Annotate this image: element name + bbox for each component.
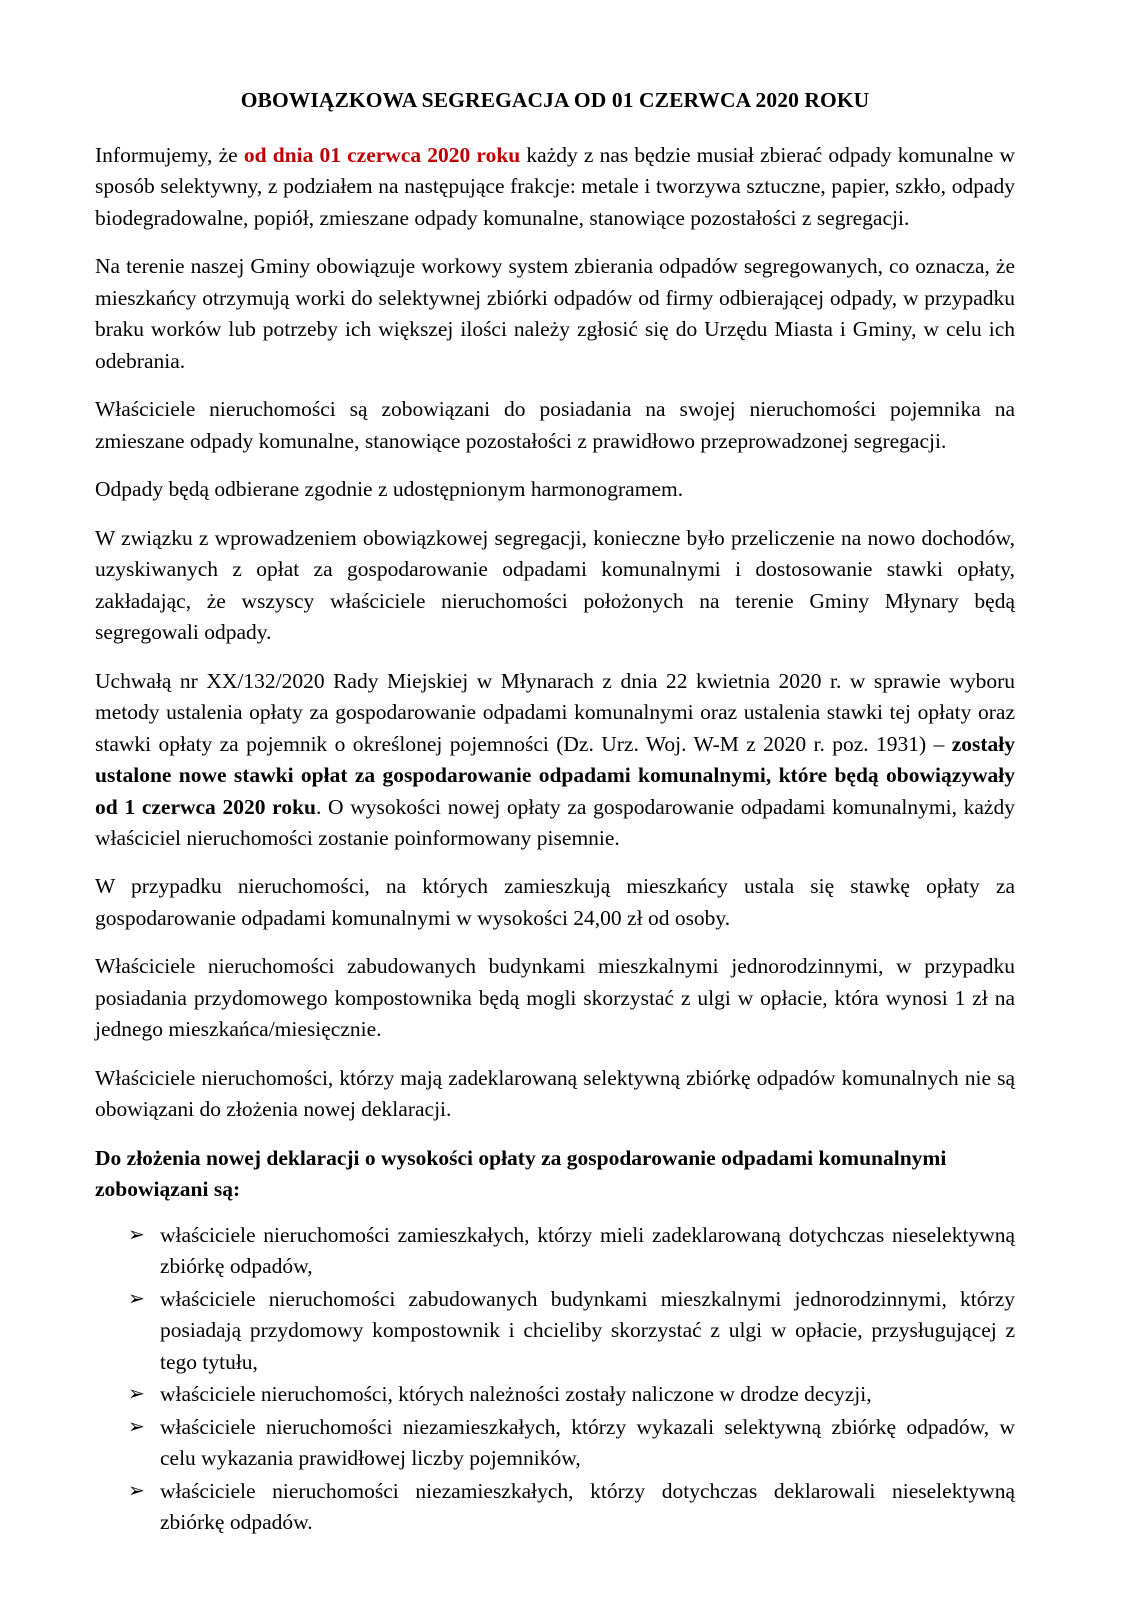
- paragraph-bag-system: Na terenie naszej Gminy obowiązuje workowy system zbierania odpadów segregowanych, co oznacza, że mieszkańcy otrzymują worki do selektywnej zbiórki odpadów od firmy odbierającej odpady, w przypadku braku worków lub potrzeby ich większej ilości należy zgłosić się do Urzędu Miasta i Gminy, w celu ich odebrania.: [95, 254, 1015, 373]
- obligation-list: [95, 1220, 1015, 1539]
- list-item-text: właściciele nieruchomości zabudowanych budynkami mieszkalnymi jednorodzinnymi, którzy posiadają przydomowy kompostownik i chcieliby skorzystać z ulgi w opłacie, przysługującej z tego tytułu,: [160, 1286, 1015, 1374]
- new-rates-emphasis: zostały ustalone nowe stawki opłat za gospodarowanie odpadami komunalnymi, które będą obowiązywały od 1 czerwca 2020 roku: [95, 731, 1015, 819]
- arrow-bullet-icon: ➢: [128, 1285, 145, 1310]
- list-item: [95, 1412, 1015, 1475]
- paragraph-resolution: [95, 666, 1015, 855]
- arrow-bullet-icon: ➢: [128, 1221, 145, 1246]
- list-item: [95, 1476, 1015, 1539]
- paragraph-composter-discount: Właściciele nieruchomości zabudowanych budynkami mieszkalnymi jednorodzinnymi, w przypadku posiadania przydomowego kompostownika będą mogli skorzystać z ulgi w opłacie, która wynosi 1 zł na jednego mieszkańca/miesięcznie.: [95, 954, 1015, 1042]
- page-title: OBOWIĄZKOWA SEGREGACJA OD 01 CZERWCA 2020 ROKU: [240, 88, 870, 112]
- arrow-bullet-icon: ➢: [128, 1381, 145, 1406]
- paragraph-fee-per-person: W przypadku nieruchomości, na których zamieszkują mieszkańcy ustala się stawkę opłaty za gospodarowanie odpadami komunalnymi w wysokości 24,00 zł od osoby.: [95, 874, 1015, 930]
- list-item: [95, 1220, 1015, 1283]
- paragraph-no-new-declaration: Właściciele nieruchomości, którzy mają zadeklarowaną selektywną zbiórkę odpadów komunalnych nie są obowiązani do złożenia nowej deklaracji.: [95, 1065, 1015, 1122]
- resolution-reference: Uchwałą nr XX/132/2020 Rady Miejskiej w Młynarach z dnia 22 kwietnia 2020 r. w sprawie wyboru metody ustalenia opłaty za gospodarowanie odpadami komunalnymi oraz ustalenia stawki tej opłaty oraz stawki opłaty za pojemnik o określonej pojemności (Dz. Urz. Woj. W-M z 2020 r. poz. 1931) –: [95, 668, 1015, 756]
- paragraph-announcement: [95, 140, 1015, 234]
- list-item-text: właściciele nieruchomości niezamieszkałych, którzy dotychczas deklarowali nieselektywną zbiórkę odpadów.: [160, 1478, 1015, 1535]
- list-item-text: właściciele nieruchomości zamieszkałych, którzy mieli zadeklarowaną dotychczas nieselektywną zbiórkę odpadów,: [160, 1222, 1015, 1279]
- list-item: [95, 1284, 1015, 1378]
- paragraph-collection-schedule: Odpady będą odbierane zgodnie z udostępnionym harmonogramem.: [95, 477, 684, 502]
- obligation-heading: Do złożenia nowej deklaracji o wysokości opłaty za gospodarowanie odpadami komunalnymi zobowiązani są:: [95, 1145, 947, 1202]
- paragraph-income-recalculation: W związku z wprowadzeniem obowiązkowej segregacji, konieczne było przeliczenie na nowo dochodów, uzyskiwanych z opłat za gospodarowanie odpadami komunalnymi i dostosowanie stawki opłaty, zakładając, że wszyscy właściciele nieruchomości położonych na terenie Gminy Młynary będą segregowali odpady.: [95, 525, 1015, 645]
- list-item-text: właściciele nieruchomości, których należności zostały naliczone w drodze decyzji,: [160, 1382, 872, 1407]
- list-item: [95, 1379, 1015, 1410]
- paragraph-announcement-lead: Informujemy, że: [95, 142, 244, 167]
- list-item-text: właściciele nieruchomości niezamieszkałych, którzy wykazali selektywną zbiórkę odpadów, w celu wykazania prawidłowej liczby pojemników,: [160, 1414, 1015, 1471]
- paragraph-announcement-rest: każdy z nas będzie musiał zbierać odpady komunalne w sposób selektywny, z podziałem na następujące frakcje: metale i tworzywa sztuczne, papier, szkło, odpady biodegradowalne, popiół, zmieszane odpady komunalne, stanowiące pozostałości z segregacji.: [95, 142, 1016, 230]
- arrow-bullet-icon: ➢: [128, 1477, 145, 1502]
- paragraph-container-requirement: Właściciele nieruchomości są zobowiązani do posiadania na swojej nieruchomości pojemnika na zmieszane odpady komunalne, stanowiące pozostałości z prawidłowo przeprowadzonej segregacji.: [95, 397, 1015, 453]
- arrow-bullet-icon: ➢: [128, 1413, 145, 1438]
- resolution-notice: . O wysokości nowej opłaty za gospodarowanie odpadami komunalnymi, każdy właściciel nieruchomości zostanie poinformowany pisemnie.: [95, 794, 1015, 850]
- effective-date-highlight: od dnia 01 czerwca 2020 roku: [243, 142, 521, 167]
